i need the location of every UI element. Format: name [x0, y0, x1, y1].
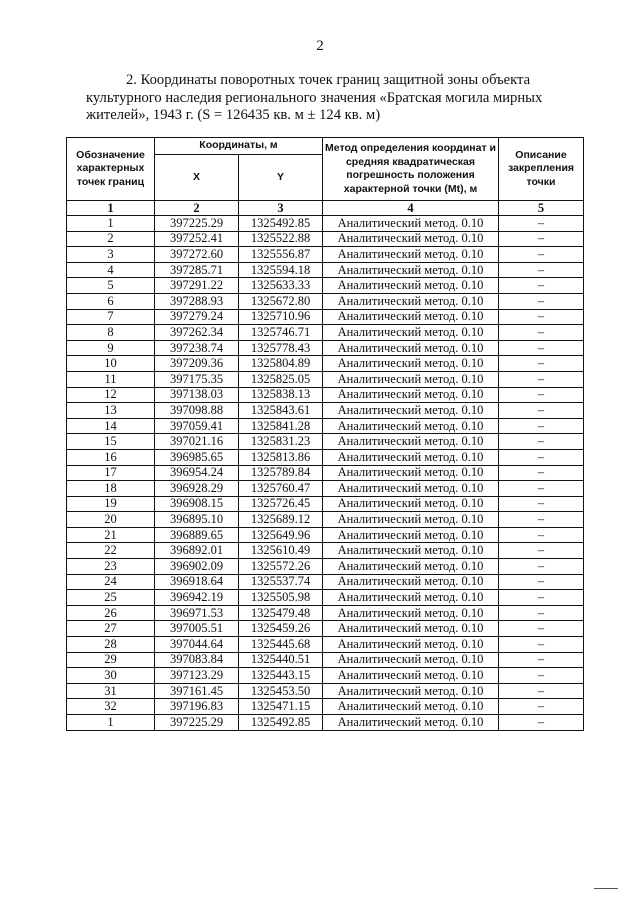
table-row [67, 371, 584, 387]
method-cell: Аналитический метод. 0.10 [323, 247, 499, 263]
method-cell: Аналитический метод. 0.10 [323, 434, 499, 450]
x-coordinate-cell: 397285.71 [155, 262, 239, 278]
description-cell: – [499, 652, 584, 668]
column-number: 2 [155, 201, 239, 216]
description-cell: – [499, 559, 584, 575]
table-row [67, 449, 584, 465]
description-cell: – [499, 512, 584, 528]
table-row [67, 637, 584, 653]
method-cell: Аналитический метод. 0.10 [323, 481, 499, 497]
page-footer-mark [594, 888, 618, 889]
x-coordinate-cell: 397262.34 [155, 325, 239, 341]
table-row [67, 574, 584, 590]
description-cell: – [499, 527, 584, 543]
point-id-cell: 14 [67, 418, 155, 434]
table-row [67, 605, 584, 621]
x-coordinate-cell: 397272.60 [155, 247, 239, 263]
description-cell: – [499, 715, 584, 731]
method-cell: Аналитический метод. 0.10 [323, 465, 499, 481]
y-coordinate-cell: 1325689.12 [239, 512, 323, 528]
method-cell: Аналитический метод. 0.10 [323, 652, 499, 668]
x-coordinate-cell: 397291.22 [155, 278, 239, 294]
method-cell: Аналитический метод. 0.10 [323, 278, 499, 294]
y-coordinate-cell: 1325440.51 [239, 652, 323, 668]
table-row [67, 715, 584, 731]
page-number: 2 [316, 38, 324, 54]
y-coordinate-cell: 1325572.26 [239, 559, 323, 575]
table-row [67, 278, 584, 294]
heading-line-2: культурного наследия регионального значения «Братская могила мирных [86, 89, 543, 106]
method-cell: Аналитический метод. 0.10 [323, 590, 499, 606]
method-cell: Аналитический метод. 0.10 [323, 216, 499, 232]
point-id-cell: 25 [67, 590, 155, 606]
x-coordinate-cell: 397098.88 [155, 403, 239, 419]
table-row [67, 325, 584, 341]
method-cell: Аналитический метод. 0.10 [323, 637, 499, 653]
table-row [67, 293, 584, 309]
y-coordinate-cell: 1325556.87 [239, 247, 323, 263]
y-coordinate-cell: 1325594.18 [239, 262, 323, 278]
column-number: 1 [67, 201, 155, 216]
x-coordinate-cell: 397005.51 [155, 621, 239, 637]
header-description: Описание закрепления точки [499, 138, 584, 201]
method-cell: Аналитический метод. 0.10 [323, 340, 499, 356]
table-row [67, 465, 584, 481]
x-coordinate-cell: 397279.24 [155, 309, 239, 325]
x-coordinate-cell: 396895.10 [155, 512, 239, 528]
point-id-cell: 26 [67, 605, 155, 621]
method-cell: Аналитический метод. 0.10 [323, 527, 499, 543]
coordinates-table [66, 137, 584, 731]
point-id-cell: 6 [67, 293, 155, 309]
y-coordinate-cell: 1325672.80 [239, 293, 323, 309]
method-cell: Аналитический метод. 0.10 [323, 387, 499, 403]
method-cell: Аналитический метод. 0.10 [323, 512, 499, 528]
description-cell: – [499, 387, 584, 403]
method-cell: Аналитический метод. 0.10 [323, 403, 499, 419]
table-row [67, 387, 584, 403]
description-cell: – [499, 403, 584, 419]
x-coordinate-cell: 396918.64 [155, 574, 239, 590]
table-row [67, 247, 584, 263]
table-row [67, 481, 584, 497]
x-coordinate-cell: 397196.83 [155, 699, 239, 715]
y-coordinate-cell: 1325459.26 [239, 621, 323, 637]
table-row [67, 403, 584, 419]
y-coordinate-cell: 1325825.05 [239, 371, 323, 387]
y-coordinate-cell: 1325471.15 [239, 699, 323, 715]
table-row [67, 262, 584, 278]
point-id-cell: 23 [67, 559, 155, 575]
method-cell: Аналитический метод. 0.10 [323, 605, 499, 621]
section-heading [86, 72, 572, 125]
description-cell: – [499, 418, 584, 434]
column-number: 3 [239, 201, 323, 216]
y-coordinate-cell: 1325831.23 [239, 434, 323, 450]
description-cell: – [499, 574, 584, 590]
table-row [67, 512, 584, 528]
description-cell: – [499, 605, 584, 621]
y-coordinate-cell: 1325841.28 [239, 418, 323, 434]
y-coordinate-cell: 1325443.15 [239, 668, 323, 684]
column-number: 5 [499, 201, 584, 216]
y-coordinate-cell: 1325453.50 [239, 683, 323, 699]
description-cell: – [499, 449, 584, 465]
x-coordinate-cell: 396971.53 [155, 605, 239, 621]
y-coordinate-cell: 1325633.33 [239, 278, 323, 294]
point-id-cell: 8 [67, 325, 155, 341]
table-row [67, 216, 584, 232]
method-cell: Аналитический метод. 0.10 [323, 371, 499, 387]
point-id-cell: 30 [67, 668, 155, 684]
table-row [67, 621, 584, 637]
point-id-cell: 11 [67, 371, 155, 387]
point-id-cell: 3 [67, 247, 155, 263]
y-coordinate-cell: 1325710.96 [239, 309, 323, 325]
table-row [67, 527, 584, 543]
point-id-cell: 15 [67, 434, 155, 450]
method-cell: Аналитический метод. 0.10 [323, 621, 499, 637]
point-id-cell: 1 [67, 216, 155, 232]
description-cell: – [499, 590, 584, 606]
heading-line-1: 2. Координаты поворотных точек границ защитной зоны объекта [126, 72, 531, 88]
y-coordinate-cell: 1325838.13 [239, 387, 323, 403]
method-cell: Аналитический метод. 0.10 [323, 496, 499, 512]
y-coordinate-cell: 1325760.47 [239, 481, 323, 497]
method-cell: Аналитический метод. 0.10 [323, 715, 499, 731]
point-id-cell: 17 [67, 465, 155, 481]
description-cell: – [499, 637, 584, 653]
point-id-cell: 19 [67, 496, 155, 512]
x-coordinate-cell: 397161.45 [155, 683, 239, 699]
description-cell: – [499, 371, 584, 387]
table-row [67, 699, 584, 715]
x-coordinate-cell: 397083.84 [155, 652, 239, 668]
y-coordinate-cell: 1325445.68 [239, 637, 323, 653]
table-body [67, 216, 584, 731]
table-row [67, 559, 584, 575]
header-designation: Обозначение характерных точек границ [67, 138, 155, 201]
point-id-cell: 13 [67, 403, 155, 419]
point-id-cell: 20 [67, 512, 155, 528]
y-coordinate-cell: 1325746.71 [239, 325, 323, 341]
method-cell: Аналитический метод. 0.10 [323, 559, 499, 575]
description-cell: – [499, 325, 584, 341]
column-number: 4 [323, 201, 499, 216]
table-row [67, 309, 584, 325]
table-row [67, 668, 584, 684]
x-coordinate-cell: 397288.93 [155, 293, 239, 309]
method-cell: Аналитический метод. 0.10 [323, 683, 499, 699]
y-coordinate-cell: 1325789.84 [239, 465, 323, 481]
description-cell: – [499, 293, 584, 309]
y-coordinate-cell: 1325813.86 [239, 449, 323, 465]
x-coordinate-cell: 397044.64 [155, 637, 239, 653]
y-coordinate-cell: 1325522.88 [239, 231, 323, 247]
description-cell: – [499, 262, 584, 278]
header-method: Метод определения координат и средняя квадратическая погрешность положения характерной точки (Mt), м [323, 138, 499, 201]
column-number-row [67, 201, 584, 216]
table-row [67, 683, 584, 699]
heading-line-3: жителей», 1943 г. (S = 126435 кв. м ± 124 кв. м) [86, 107, 381, 123]
point-id-cell: 2 [67, 231, 155, 247]
point-id-cell: 10 [67, 356, 155, 372]
table-row [67, 434, 584, 450]
y-coordinate-cell: 1325492.85 [239, 216, 323, 232]
point-id-cell: 16 [67, 449, 155, 465]
method-cell: Аналитический метод. 0.10 [323, 668, 499, 684]
point-id-cell: 29 [67, 652, 155, 668]
point-id-cell: 9 [67, 340, 155, 356]
description-cell: – [499, 465, 584, 481]
point-id-cell: 5 [67, 278, 155, 294]
table-row [67, 231, 584, 247]
description-cell: – [499, 668, 584, 684]
x-coordinate-cell: 397175.35 [155, 371, 239, 387]
point-id-cell: 18 [67, 481, 155, 497]
header-x: X [155, 155, 239, 201]
point-id-cell: 28 [67, 637, 155, 653]
x-coordinate-cell: 397138.03 [155, 387, 239, 403]
y-coordinate-cell: 1325843.61 [239, 403, 323, 419]
description-cell: – [499, 496, 584, 512]
y-coordinate-cell: 1325804.89 [239, 356, 323, 372]
description-cell: – [499, 543, 584, 559]
method-cell: Аналитический метод. 0.10 [323, 231, 499, 247]
point-id-cell: 7 [67, 309, 155, 325]
point-id-cell: 12 [67, 387, 155, 403]
point-id-cell: 24 [67, 574, 155, 590]
y-coordinate-cell: 1325610.49 [239, 543, 323, 559]
point-id-cell: 4 [67, 262, 155, 278]
x-coordinate-cell: 396892.01 [155, 543, 239, 559]
x-coordinate-cell: 396928.29 [155, 481, 239, 497]
x-coordinate-cell: 397225.29 [155, 216, 239, 232]
header-y: Y [239, 155, 323, 201]
x-coordinate-cell: 396942.19 [155, 590, 239, 606]
y-coordinate-cell: 1325479.48 [239, 605, 323, 621]
x-coordinate-cell: 397225.29 [155, 715, 239, 731]
header-coordinates: Координаты, м [155, 138, 323, 155]
method-cell: Аналитический метод. 0.10 [323, 325, 499, 341]
description-cell: – [499, 340, 584, 356]
table-row [67, 543, 584, 559]
table-row [67, 496, 584, 512]
description-cell: – [499, 247, 584, 263]
description-cell: – [499, 231, 584, 247]
description-cell: – [499, 434, 584, 450]
description-cell: – [499, 216, 584, 232]
description-cell: – [499, 356, 584, 372]
x-coordinate-cell: 396954.24 [155, 465, 239, 481]
x-coordinate-cell: 397059.41 [155, 418, 239, 434]
table-row [67, 340, 584, 356]
x-coordinate-cell: 397252.41 [155, 231, 239, 247]
x-coordinate-cell: 396908.15 [155, 496, 239, 512]
method-cell: Аналитический метод. 0.10 [323, 574, 499, 590]
method-cell: Аналитический метод. 0.10 [323, 262, 499, 278]
point-id-cell: 27 [67, 621, 155, 637]
description-cell: – [499, 309, 584, 325]
y-coordinate-cell: 1325649.96 [239, 527, 323, 543]
description-cell: – [499, 481, 584, 497]
y-coordinate-cell: 1325492.85 [239, 715, 323, 731]
method-cell: Аналитический метод. 0.10 [323, 356, 499, 372]
description-cell: – [499, 699, 584, 715]
description-cell: – [499, 683, 584, 699]
method-cell: Аналитический метод. 0.10 [323, 543, 499, 559]
method-cell: Аналитический метод. 0.10 [323, 449, 499, 465]
table-row [67, 356, 584, 372]
y-coordinate-cell: 1325778.43 [239, 340, 323, 356]
point-id-cell: 21 [67, 527, 155, 543]
point-id-cell: 31 [67, 683, 155, 699]
method-cell: Аналитический метод. 0.10 [323, 293, 499, 309]
x-coordinate-cell: 397021.16 [155, 434, 239, 450]
y-coordinate-cell: 1325726.45 [239, 496, 323, 512]
y-coordinate-cell: 1325505.98 [239, 590, 323, 606]
method-cell: Аналитический метод. 0.10 [323, 309, 499, 325]
table-row [67, 652, 584, 668]
point-id-cell: 32 [67, 699, 155, 715]
table-row [67, 418, 584, 434]
description-cell: – [499, 621, 584, 637]
method-cell: Аналитический метод. 0.10 [323, 418, 499, 434]
x-coordinate-cell: 397238.74 [155, 340, 239, 356]
x-coordinate-cell: 396985.65 [155, 449, 239, 465]
method-cell: Аналитический метод. 0.10 [323, 699, 499, 715]
x-coordinate-cell: 396889.65 [155, 527, 239, 543]
y-coordinate-cell: 1325537.74 [239, 574, 323, 590]
x-coordinate-cell: 397123.29 [155, 668, 239, 684]
x-coordinate-cell: 396902.09 [155, 559, 239, 575]
point-id-cell: 1 [67, 715, 155, 731]
description-cell: – [499, 278, 584, 294]
x-coordinate-cell: 397209.36 [155, 356, 239, 372]
table-row [67, 590, 584, 606]
point-id-cell: 22 [67, 543, 155, 559]
